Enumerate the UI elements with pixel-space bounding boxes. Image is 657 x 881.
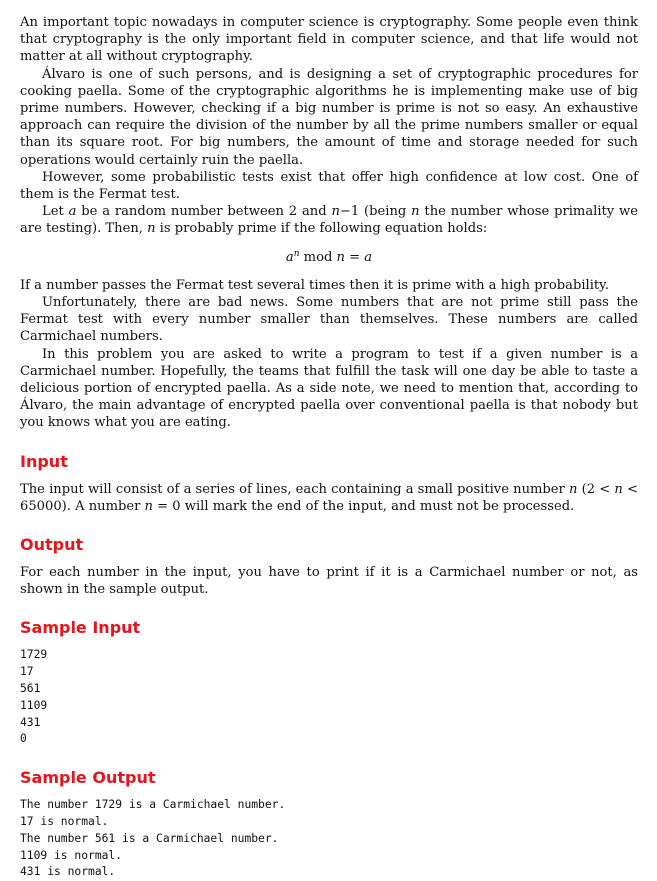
math-var: n <box>147 221 156 237</box>
text-run: = 0 will mark the end of the input, and must not be processed. <box>152 498 575 514</box>
equation-exponent: n <box>293 248 300 259</box>
sample-input-block <box>20 647 638 748</box>
text-run: is probably prime if the following equation holds: <box>155 221 488 237</box>
sample-input-line: 431 <box>20 715 41 729</box>
sample-output-heading: Sample Output <box>20 768 156 788</box>
input-heading: Input <box>20 451 68 471</box>
equation-base: a <box>285 249 294 265</box>
output-description: For each number in the input, you have to print if it is a Carmichael number or not, as shown in the sample output. <box>20 565 638 598</box>
sample-output-line: The number 1729 is a Carmichael number. <box>20 798 286 812</box>
sample-input-line: 561 <box>20 682 41 696</box>
sample-output-line: 1109 is normal. <box>20 848 123 862</box>
problem-statement <box>20 14 638 881</box>
sample-input-line: 1109 <box>20 698 48 712</box>
fermat-equation <box>20 249 638 266</box>
intro-paragraph-5: If a number passes the Fermat test several times then it is prime with a high probability. <box>20 277 609 293</box>
math-var: a <box>68 204 77 220</box>
sample-output-line: 17 is normal. <box>20 815 109 829</box>
math-var: n <box>569 481 578 497</box>
sample-output-line: The number 561 is a Carmichael number. <box>20 831 279 845</box>
sample-input-line: 0 <box>20 732 27 746</box>
math-var: n <box>411 204 420 220</box>
math-var: n <box>144 498 153 514</box>
sample-output-line: 431 is normal. <box>20 865 116 879</box>
equation-rhs: a <box>364 249 373 265</box>
input-description <box>20 481 638 515</box>
equation-mod-operator: mod <box>299 249 337 265</box>
text-run: −1 (being <box>339 204 412 220</box>
output-heading: Output <box>20 535 84 555</box>
text-run: < 65000). A number <box>20 481 638 514</box>
math-var: n <box>331 204 340 220</box>
intro-paragraph-7: In this problem you are asked to write a program to test if a given number is a Carmichael number. Hopefully, the teams that fulfill the task will one day be able to taste a delicious portion of encrypted paella. As a side note, we need to mention that, according to Álvaro, the main advantage of encrypted paella over conventional paella is that nobody but you knows what you are eating. <box>20 346 638 431</box>
equation-equals: = <box>344 249 365 265</box>
text-run: Let <box>42 204 69 220</box>
equation-modulus: n <box>336 249 345 265</box>
sample-output-block <box>20 797 638 881</box>
intro-paragraph-1: An important topic nowadays in computer science is cryptography. Some people even think that cryptography is the only important field in computer science, and that life would not matter at all without cryptography. <box>20 15 638 65</box>
sample-input-line: 17 <box>20 665 34 679</box>
intro-paragraph-2: Álvaro is one of such persons, and is designing a set of cryptographic procedures for cooking paella. Some of the cryptographic algorithms he is implementing make use of big prime numbers. However, checking if a big number is prime is not so easy. An exhaustive approach can require the division of the number by all the prime numbers smaller or equal than its square root. For big numbers, the amount of time and storage needed for such operations would certainly ruin the paella. <box>20 66 638 168</box>
sample-input-heading: Sample Input <box>20 618 141 638</box>
text-run: The input will consist of a series of lines, each containing a small positive number <box>20 481 569 497</box>
text-run: be a random number between 2 and <box>76 204 332 220</box>
math-var: n <box>614 481 623 497</box>
text-run: the number whose primality we are testing). Then, <box>20 204 638 237</box>
intro-paragraph-6: Unfortunately, there are bad news. Some numbers that are not prime still pass the Fermat test with every number smaller than themselves. These numbers are called Carmichael numbers. <box>20 295 638 345</box>
intro-paragraph-3: However, some probabilistic tests exist that offer high confidence at low cost. One of them is the Fermat test. <box>20 169 638 203</box>
text-run: (2 < <box>577 481 615 497</box>
sample-input-line: 1729 <box>20 648 48 662</box>
intro-paragraph-4 <box>20 203 638 237</box>
